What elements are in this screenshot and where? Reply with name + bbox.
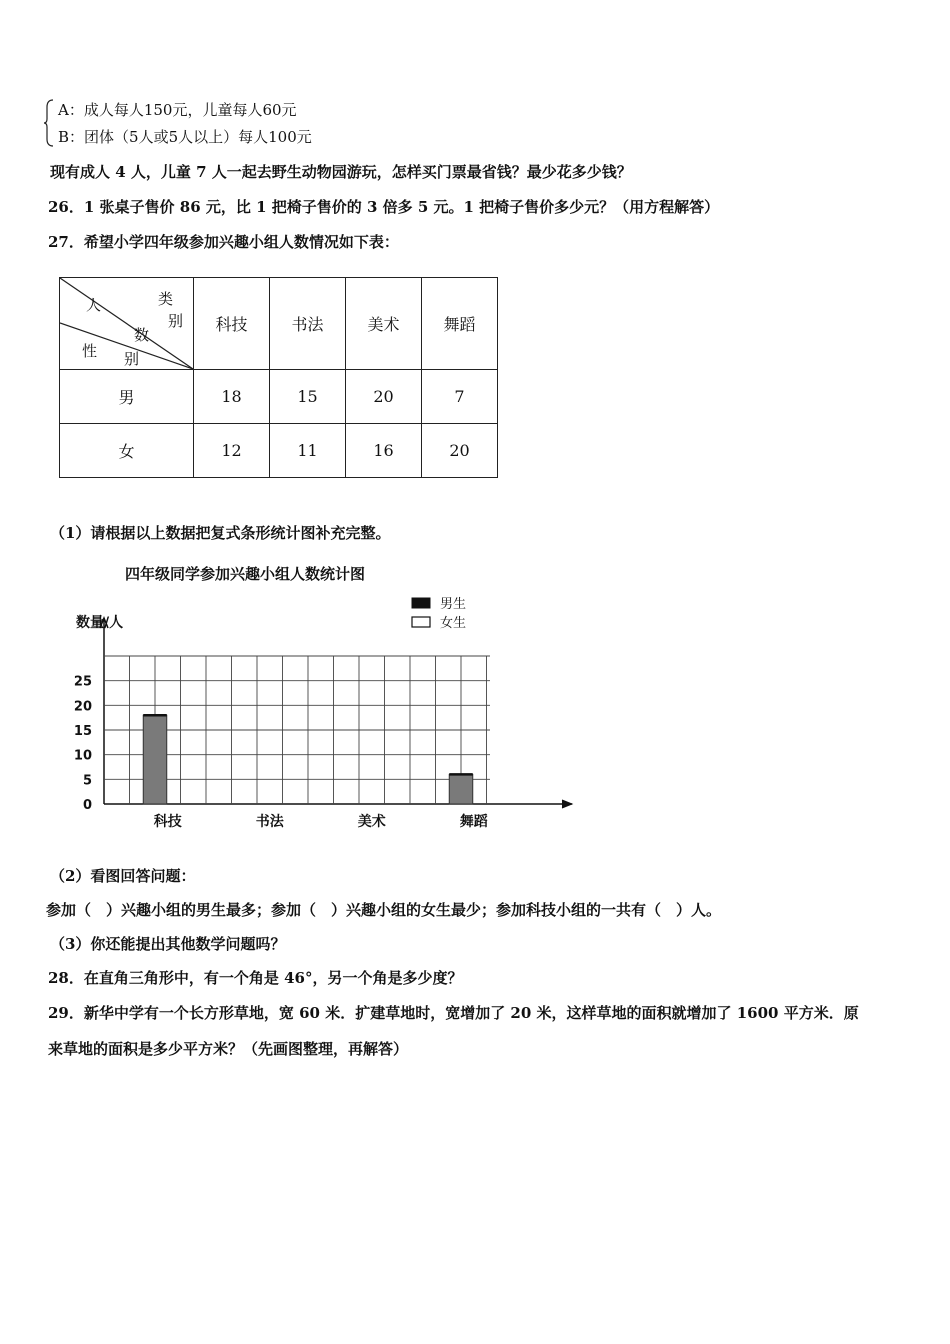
- table-header-row: [60, 278, 498, 370]
- question-27-part-3: （3）你还能提出其他数学问题吗？: [50, 935, 286, 953]
- table-row-label: 男: [60, 370, 194, 424]
- table-cell: 20: [422, 424, 498, 478]
- table-cell: 11: [270, 424, 346, 478]
- x-tick-label: 舞蹈: [459, 814, 488, 830]
- x-axis-arrow: [562, 800, 572, 808]
- option-brace: [44, 99, 54, 147]
- corner-shu: 数: [134, 326, 150, 344]
- y-tick-label: 25: [73, 674, 92, 690]
- y-tick-label: 5: [82, 773, 92, 789]
- corner-xing: 性: [82, 342, 98, 360]
- bar-chart: [0, 590, 600, 830]
- bar-boys: [449, 774, 473, 804]
- chart-y-axis-label: 数量/人: [76, 615, 124, 631]
- question-29-line-1: 29．新华中学有一个长方形草地，宽 60 米．扩建草地时，宽增加了 20 米，这样草地的面积就增加了 1600 平方米．原: [48, 1004, 859, 1022]
- table-col-header: 书法: [270, 278, 346, 370]
- x-tick-label: 科技: [153, 814, 182, 830]
- corner-bie-1: 别: [168, 312, 184, 330]
- table-row: [60, 424, 498, 478]
- interest-group-table: [59, 277, 498, 478]
- question-27-part-2-blanks: 参加（ ）兴趣小组的男生最多；参加（ ）兴趣小组的女生最少；参加科技小组的一共有（ ）人。: [46, 901, 722, 919]
- question-26: 26．1 张桌子售价 86 元，比 1 把椅子售价的 3 倍多 5 元。1 把椅子售价多少元？（用方程解答）: [48, 198, 720, 216]
- table-cell: 12: [194, 424, 270, 478]
- x-tick-label: 书法: [255, 814, 284, 830]
- legend-swatch-boys: [412, 598, 430, 608]
- question-25-text: 现有成人 4 人，儿童 7 人一起去野生动物园游玩，怎样买门票最省钱？最少花多少钱？: [50, 163, 632, 181]
- option-a: A：成人每人150元，儿童每人60元: [58, 101, 297, 119]
- y-tick-label: 0: [82, 798, 92, 813]
- legend-swatch-girls: [412, 617, 430, 627]
- y-tick-label: 10: [73, 748, 92, 764]
- question-27-part-1: （1）请根据以上数据把复式条形统计图补充完整。: [50, 524, 391, 542]
- question-27: 27．希望小学四年级参加兴趣小组人数情况如下表：: [48, 233, 399, 251]
- y-tick-label: 15: [73, 724, 92, 739]
- table-cell: 7: [422, 370, 498, 424]
- table-cell: 16: [346, 424, 422, 478]
- bar-boys: [143, 715, 167, 804]
- table-col-header: 美术: [346, 278, 422, 370]
- x-tick-label: 美术: [357, 814, 386, 830]
- chart-title: 四年级同学参加兴趣小组人数统计图: [125, 565, 366, 583]
- question-28: 28．在直角三角形中，有一个角是 46°，另一个角是多少度？: [48, 969, 463, 987]
- legend-label-girls: 女生: [440, 616, 467, 631]
- table-col-header: 科技: [194, 278, 270, 370]
- table-col-header: 舞蹈: [422, 278, 498, 370]
- option-b: B：团体（5人或5人以上）每人100元: [58, 128, 312, 146]
- legend-label-boys: 男生: [440, 597, 467, 612]
- corner-ren: 人: [86, 296, 102, 314]
- table-row: [60, 370, 498, 424]
- question-29-line-2: 来草地的面积是多少平方米？（先画图整理，再解答）: [48, 1040, 409, 1058]
- y-tick-label: 20: [73, 699, 92, 715]
- table-cell: 20: [346, 370, 422, 424]
- corner-bie-2: 别: [124, 350, 140, 368]
- corner-lei: 类: [158, 290, 174, 308]
- table-cell: 15: [270, 370, 346, 424]
- table-row-label: 女: [60, 424, 194, 478]
- table-cell: 18: [194, 370, 270, 424]
- question-27-part-2: （2）看图回答问题：: [50, 867, 196, 885]
- table-corner-cell: [60, 278, 194, 370]
